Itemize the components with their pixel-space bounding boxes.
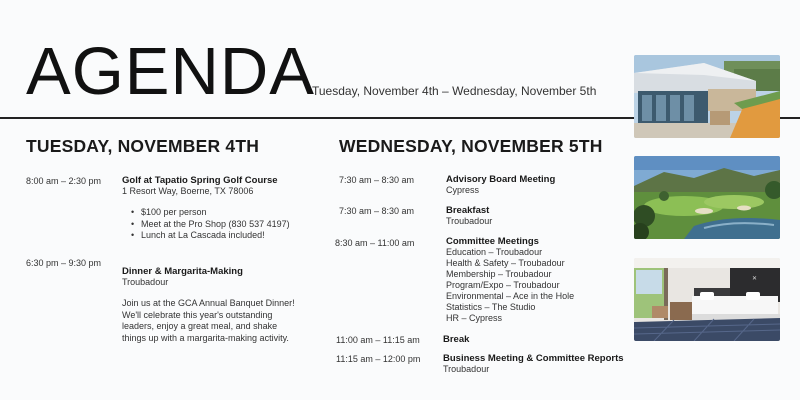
list-item: Health & Safety – Troubadour xyxy=(446,258,565,268)
event-description: Join us at the GCA Annual Banquet Dinner! We'll celebrate this year's outstanding leaders, enjoy a great meal, and shake things up with a margarita-making activity. xyxy=(122,298,295,343)
list-item: Membership – Troubadour xyxy=(446,269,552,279)
wednesday-heading: WEDNESDAY, NOVEMBER 5TH xyxy=(339,136,603,156)
clubhouse-photo xyxy=(634,55,780,138)
tuesday-heading: TUESDAY, NOVEMBER 4TH xyxy=(26,136,260,156)
list-item: • $100 per person xyxy=(131,207,290,219)
committee-list xyxy=(446,247,574,324)
event-time: 8:00 am – 2:30 pm xyxy=(26,176,102,186)
event-title: Committee Meetings xyxy=(446,236,539,247)
event-location: Troubadour xyxy=(122,277,169,287)
event-title: Advisory Board Meeting xyxy=(446,174,556,185)
event-time: 11:00 am – 11:15 am xyxy=(336,335,420,345)
event-title: Breakfast xyxy=(446,205,490,216)
list-item: Environmental – Ace in the Hole xyxy=(446,291,575,301)
list-item: • Lunch at La Cascada included! xyxy=(131,230,290,242)
list-item: Statistics – The Studio xyxy=(446,302,536,312)
dinner-event xyxy=(122,266,300,344)
golf-course-photo xyxy=(634,156,780,239)
golf-event xyxy=(122,175,290,242)
hotel-room-photo xyxy=(634,258,780,341)
advisory-board-event xyxy=(446,174,555,196)
event-location: Troubadour xyxy=(443,364,490,374)
list-item: Education – Troubadour xyxy=(446,247,543,257)
event-time: 8:30 am – 11:00 am xyxy=(335,238,415,248)
event-location: Cypress xyxy=(446,185,480,195)
event-title: Golf at Tapatio Spring Golf Course xyxy=(122,175,278,186)
business-meeting-event xyxy=(443,353,624,375)
list-item: Program/Expo – Troubadour xyxy=(446,280,560,290)
event-title: Business Meeting & Committee Reports xyxy=(443,353,624,364)
list-item: • Meet at the Pro Shop (830 537 4197) xyxy=(131,219,290,231)
list-item: HR – Cypress xyxy=(446,313,503,323)
event-time: 6:30 pm – 9:30 pm xyxy=(26,258,102,268)
breakfast-event xyxy=(446,205,492,227)
date-range: Tuesday, November 4th – Wednesday, November 5th xyxy=(312,84,597,98)
event-title: Dinner & Margarita-Making xyxy=(122,266,243,277)
break-title: Break xyxy=(443,334,470,345)
page-title: AGENDA xyxy=(26,34,315,109)
event-location: 1 Resort Way, Boerne, TX 78006 xyxy=(122,186,254,196)
event-time: 7:30 am – 8:30 am xyxy=(339,206,415,216)
committee-meetings-event xyxy=(446,236,574,324)
golf-details-list xyxy=(131,207,290,242)
event-time: 7:30 am – 8:30 am xyxy=(339,175,415,185)
event-time: 11:15 am – 12:00 pm xyxy=(336,354,421,364)
event-location: Troubadour xyxy=(446,216,493,226)
svg-text:✕: ✕ xyxy=(752,275,758,282)
